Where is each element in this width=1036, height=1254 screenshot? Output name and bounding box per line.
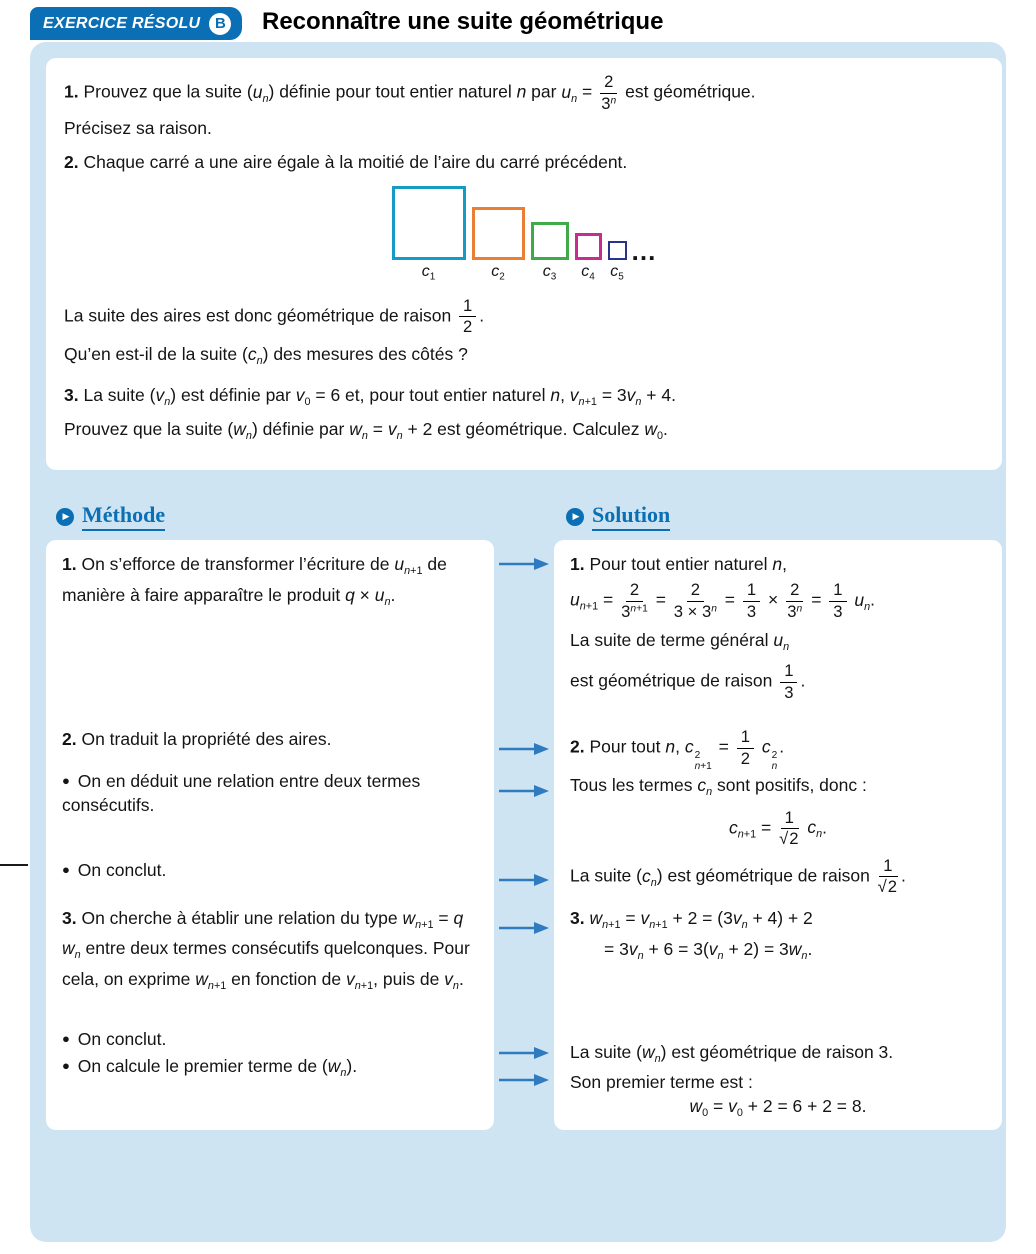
solution-heading xyxy=(566,502,670,531)
solution-line: = $3v_n + 6 = 3(v_n + 2) = 3w_n$. xyxy=(604,938,813,962)
method-to-solution-arrow-icon xyxy=(498,741,550,757)
square-c2 xyxy=(472,207,525,260)
figure-square-col-3 xyxy=(531,222,569,287)
method-to-solution-arrow-icon xyxy=(498,783,550,799)
method-heading xyxy=(56,502,165,531)
squares-figure xyxy=(64,186,984,287)
square-label-c5: $c_5$ xyxy=(610,263,624,283)
figure-ellipsis: … xyxy=(630,235,657,266)
method-to-solution-arrow-icon xyxy=(498,556,550,572)
method-step: ● On calcule le premier terme de $(w_n)$. xyxy=(62,1055,358,1079)
solution-line: est géométrique de raison $\frac{1}{3}$ . xyxy=(570,661,806,702)
method-heading-label: Méthode xyxy=(82,502,165,531)
square-label-c1: $c_1$ xyxy=(421,263,436,283)
figure-square-col-1 xyxy=(392,186,466,287)
exercise-line: Précisez sa raison. xyxy=(64,118,212,139)
exercise-line: La suite des aires est donc géométrique de raison $\frac{1}{2}$ . xyxy=(64,295,485,337)
banner-label: EXERCICE RÉSOLU xyxy=(43,14,201,32)
method-to-solution-arrow-icon xyxy=(498,872,550,888)
solution-line: Tous les termes $c_n$ sont positifs, donc : xyxy=(570,774,867,798)
solution-line: $u_{n+1}$ = $\frac{2}{3^{n+1}}$ = $\frac{2}{3 \times 3^n}$ = $\frac{1}{3}$ × $\frac{2}{3^n}$ = $\frac{1}{3}$ $u_n$. xyxy=(570,580,876,621)
square-label-c2: $c_2$ xyxy=(491,263,505,283)
method-step: ● On conclut. xyxy=(62,859,167,880)
solution-line: 1. Pour tout entier naturel n, xyxy=(570,554,787,574)
method-step: ● On en déduit une relation entre deux termes consécutifs. xyxy=(62,770,421,815)
solution-box xyxy=(554,540,1002,1130)
exercise-line: Prouvez que la suite $(w_n)$ définie par $w_n = v_n + 2$ est géométrique. Calculez $w_0$. xyxy=(64,418,668,442)
exercise-line: 1. Prouvez que la suite $(u_n)$ définie pour tout entier naturel n par $u_n$ = $\frac{2}{3^n}$ est géométrique. xyxy=(64,72,756,113)
exercise-letter-badge: B xyxy=(209,13,231,35)
solution-line: La suite $(w_n)$ est géométrique de raison 3. xyxy=(570,1041,894,1065)
solution-line: 3. $w_{n+1} = v_{n+1} + 2 = (3v_n + 4) + 2$ xyxy=(570,908,813,931)
square-label-c3: $c_3$ xyxy=(542,263,557,283)
exercise-line: Qu’en est-il de la suite $(c_n)$ des mesures des côtés ? xyxy=(64,343,468,367)
square-c4 xyxy=(575,233,602,260)
exercise-banner xyxy=(30,7,242,40)
method-to-solution-arrow-icon xyxy=(498,1045,550,1061)
solution-line: La suite $(c_n)$ est géométrique de raison $\frac{1}{√2}$ . xyxy=(570,855,906,897)
solution-line: 2. Pour tout n, c 2 n+1 = $\frac{1}{2}$ c 2 n . xyxy=(570,727,785,773)
solution-line: $w_0 = v_0 + 2 = 6 + 2 = 8$. xyxy=(689,1096,867,1120)
method-to-solution-arrow-icon xyxy=(498,1072,550,1088)
method-step: ● On conclut. xyxy=(62,1028,167,1049)
exercise-line: 2. Chaque carré a une aire égale à la moitié de l’aire du carré précédent. xyxy=(64,152,628,173)
method-to-solution-arrow-icon xyxy=(498,920,550,936)
exercise-statement-box xyxy=(46,58,1002,470)
square-c3 xyxy=(531,222,569,260)
solution-heading-label: Solution xyxy=(592,502,670,531)
method-box xyxy=(46,540,494,1130)
margin-tick xyxy=(0,864,28,866)
square-c1 xyxy=(392,186,466,260)
square-label-c4: $c_4$ xyxy=(581,263,595,283)
solution-line: Son premier terme est : xyxy=(570,1072,753,1093)
solution-line: $c_{n+1}$ = $\frac{1}{√2}$ $c_n$. xyxy=(728,807,827,849)
figure-square-col-2 xyxy=(472,207,525,287)
solution-line: La suite de terme général $u_n$ xyxy=(570,630,790,654)
method-step: 3. On cherche à établir une relation du type $w_{n+1} = q$ $w_n$ entre deux termes consécutifs quelconques. Pour cela, on exprime $w_{n+1}$ en fonction de $v_{n+1}$, puis de $v_n$. xyxy=(62,907,470,992)
play-icon: ▶ xyxy=(566,508,584,526)
method-step: 2. On traduit la propriété des aires. xyxy=(62,728,332,749)
figure-square-col-4 xyxy=(575,233,602,287)
exercise-line: 3. La suite $(v_n)$ est définie par $v_0 = 6$ et, pour tout entier naturel n, $v_{n+1} = 3v_n + 4$. xyxy=(64,384,676,408)
square-c5 xyxy=(608,241,627,260)
method-step: 1. On s’efforce de transformer l’écriture de $u_{n+1}$ de manière à faire apparaître le produit $q \times u_n$. xyxy=(62,554,447,608)
page-title: Reconnaître une suite géométrique xyxy=(262,8,664,35)
figure-square-col-5 xyxy=(608,241,627,287)
play-icon: ▶ xyxy=(56,508,74,526)
